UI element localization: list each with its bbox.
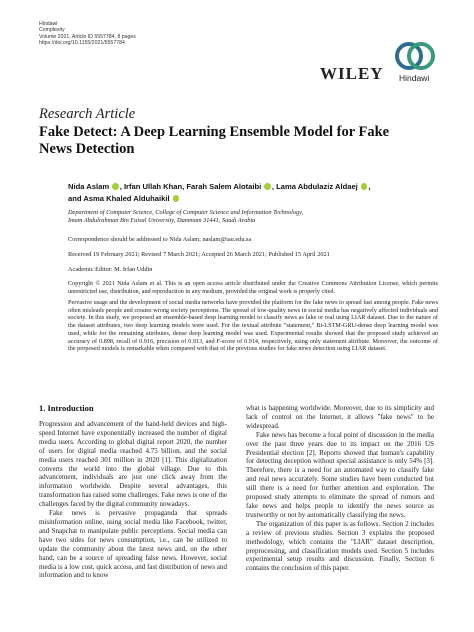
author-list xyxy=(68,181,448,205)
copyright: Copyright © 2021 Nida Aslam et al. This is an open access article distributed under the Creative Commons Attribution License, which permits unrestricted use, distribution, and reproduction in any medium, provided the original work is properly cited. xyxy=(68,280,438,295)
orcid-icon[interactable] xyxy=(173,195,180,202)
article-title: Fake Detect: A Deep Learning Ensemble Model for Fake News Detection xyxy=(39,124,390,157)
paragraph: Fake news has become a focal point of discussion in the media over the past three years due to its impact on the 2016 US Presidential election [2]. Reports showed that human's capability for detecting deception without special assistance is only 54% [3]. Therefore, there is a need for an automated way to classify fake and real news accurately. Some studies have been conducted but still there is a need for further attention and exploration. The proposed study attempts to eliminate the spread of rumors and fake news and helps people to identify the news source as trustworthy or not by automatically classifying the news. xyxy=(246,430,434,519)
author-5: and Asma Khaled Alduhaikil xyxy=(68,194,170,203)
dates: Received 19 February 2021; Revised 7 March 2021; Accepted 26 March 2021; Published 15 April 2021 xyxy=(68,251,330,258)
hindawi-wordmark: Hindawi xyxy=(399,73,430,83)
paragraph: Fake news is pervasive propaganda that spreads misinformation online, using social media like Facebook, twitter, and Snapchat to manipulate public perceptions. Social media can have two sides for news consumption, i.e., can be utilized to update the community about the latest news and, on the other hand, can be a source of spreading false news. However, social media is a low cost, quick access, and fast distribution of news and information and to know xyxy=(39,509,227,580)
wiley-logo: WILEY xyxy=(320,64,384,83)
section-heading: 1. Introduction xyxy=(39,403,94,413)
orcid-icon[interactable] xyxy=(112,183,119,190)
journal-meta xyxy=(39,21,136,46)
affiliation-line-1: Department of Computer Science, College of Computer Science and Information Technology, xyxy=(68,209,304,216)
paragraph: The organization of this paper is as follows. Section 2 includes a review of previous studies. Section 3 explains the proposed methodology, which contains the "LIAR" dataset description, preprocessing, and classification models used. Section 5 includes experimental setup results and discussion. Finally, Section 6 contains the conclusion of this paper. xyxy=(246,519,434,573)
authors-line-1: Nida Aslam , Irfan Ullah Khan, Farah Salem Alotaibi , Lama Abdulaziz Aldaej , xyxy=(68,182,371,191)
left-column xyxy=(39,420,227,580)
volume-line: Volume 2021, Article ID 5557784, 8 pages xyxy=(39,33,136,40)
doi-link[interactable]: https://doi.org/10.1155/2021/5557784 xyxy=(39,39,125,46)
author-2: Irfan Ullah Khan, Farah Salem Alotaibi xyxy=(123,182,262,191)
hindawi-logo-icon xyxy=(393,40,437,72)
article-type: Research Article xyxy=(39,106,136,122)
affiliation-line-2: Imam Abdulrahman Bin Faisal University, Dammam 31441, Saudi Arabia xyxy=(68,217,256,224)
authors-line-2 xyxy=(68,193,448,205)
orcid-icon[interactable] xyxy=(264,183,271,190)
correspondence: Correspondence should be addressed to Nida Aslam; naslam@iau.edu.sa xyxy=(68,236,252,243)
paragraph: what is happening worldwide. Moreover, due to its simplicity and lack of control on the Internet, it allows "fake news" to be widespread. xyxy=(246,404,434,430)
abstract: Pervasive usage and the development of social media networks have provided the platform for the fake news to spread fast among people. Fake news often misleads people and creates wrong society perceptions. The spread of low-quality news in social media has negatively affected individuals and society. In this study, we proposed an ensemble-based deep learning model to classify news as fake or real using LIAR dataset. Due to the nature of the dataset attributes, two deep learning models were used. For the textual attribute "statement," Bi-LSTM-GRU-dense deep learning model was used, while for the remaining attributes, dense deep learning model was used. Experimental results showed that the proposed study achieved an accuracy of 0.898, recall of 0.916, precision of 0.913, and F-score of 0.914, respectively, using only statement attribute. Moreover, the outcome of the proposed models is remarkable when compared with that of the previous studies for fake news detection using LIAR dataset. xyxy=(68,299,438,353)
paragraph: Progression and advancement of the hand-held devices and high-speed Internet have exponentially increased the number of digital media users. According to global digital report 2020, the number of users for digital media reached 4.75 billion, and the social media users reached 301 million in 2020 [1]. This digitalization converts the world into the global village. Due to this advancement, individuals are just one click away from the information worldwide. Despite several advantages, this transformation has raised some challenges. Fake news is one of the challenges faced by the digital community nowadays. xyxy=(39,420,227,509)
affiliation xyxy=(68,209,448,225)
journal-name: Complexity xyxy=(39,27,65,34)
author-4: Lama Abdulaziz Aldaej xyxy=(276,182,358,191)
author-1: Nida Aslam xyxy=(68,182,110,191)
publisher-brand: Hindawi xyxy=(39,21,58,27)
academic-editor: Academic Editor: M. Irfan Uddin xyxy=(68,266,153,273)
orcid-icon[interactable] xyxy=(361,183,368,190)
right-column xyxy=(246,404,434,573)
